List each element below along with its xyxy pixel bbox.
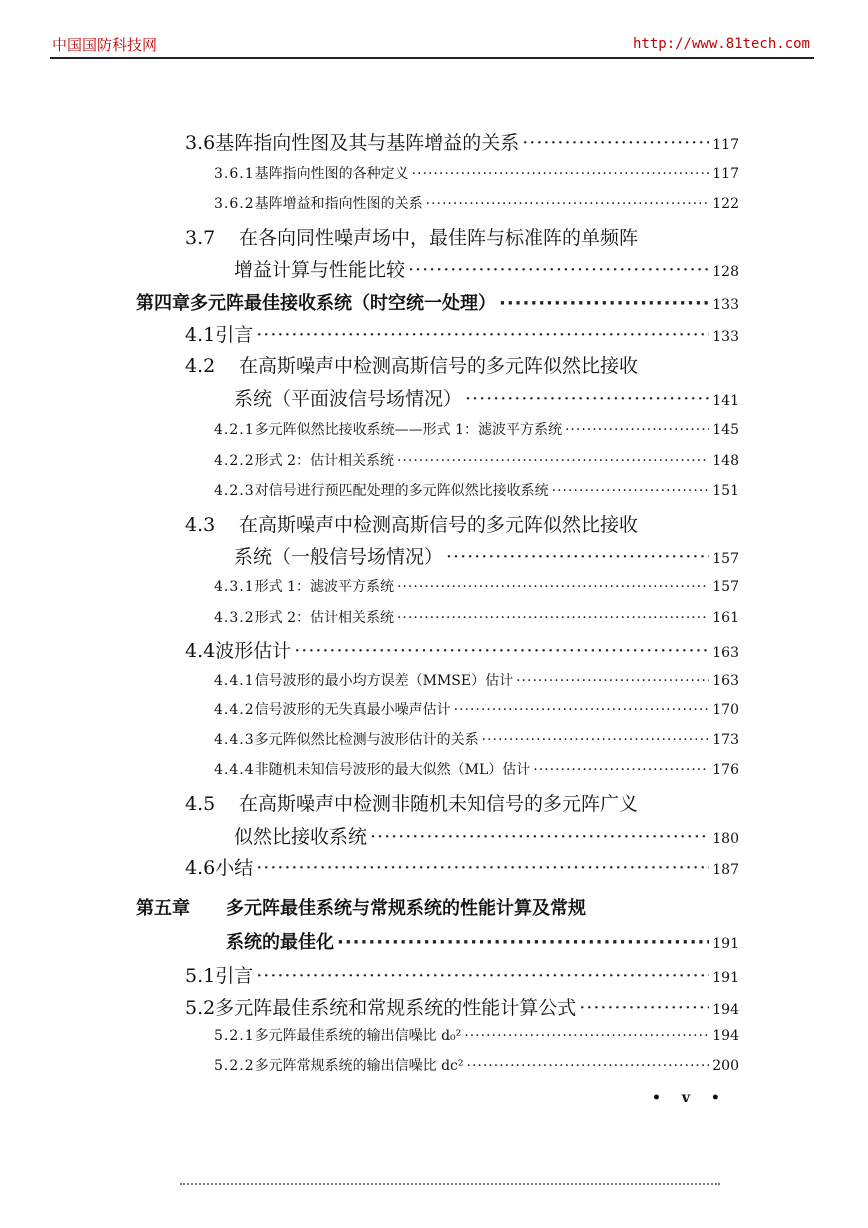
toc-entry-number: 4.4: [185, 640, 216, 662]
dot-leader: [397, 453, 709, 469]
toc-entry-title: 波形估计: [215, 640, 292, 662]
toc-chapter-title: 系统的最佳化: [226, 932, 334, 953]
toc-entry-number: 4.2.1: [214, 422, 255, 438]
toc-entry-page: 151: [712, 483, 739, 499]
toc-chapter-number: 第四章: [136, 293, 190, 314]
toc-entry[interactable]: [214, 670, 739, 690]
toc-entry[interactable]: [214, 729, 739, 749]
toc-entry-page: 133: [712, 297, 739, 313]
toc-entry-page: 141: [712, 393, 739, 409]
toc-entry-page: 194: [712, 1028, 739, 1044]
toc-chapter-continuation[interactable]: [226, 928, 739, 954]
toc-entry-title: 似然比接收系统: [234, 826, 368, 848]
toc-entry-page: 176: [712, 762, 739, 778]
dot-leader: [294, 640, 709, 662]
toc-entry-page: 157: [712, 551, 739, 567]
toc-entry-title: 信号波形的最小均方误差（MMSE）估计: [254, 673, 514, 689]
toc-entry-continuation[interactable]: [234, 384, 739, 411]
toc-entry-title: 在高斯噪声中检测高斯信号的多元阵似然比接收: [239, 514, 639, 536]
toc-chapter-title: 多元阵最佳系统与常规系统的性能计算及常规: [226, 898, 586, 919]
toc-entry[interactable]: [185, 351, 739, 378]
toc-entry-number: 5.1: [185, 965, 216, 987]
toc-entry-number: 3.7: [185, 227, 216, 249]
toc-chapter-entry[interactable]: [136, 289, 739, 315]
toc-entry-page: 200: [712, 1058, 739, 1074]
toc-entry-title: 基阵增益和指向性图的关系: [254, 196, 423, 212]
toc-entry[interactable]: [214, 1025, 739, 1045]
toc-entry[interactable]: [214, 607, 739, 627]
toc-entry-page: 148: [712, 453, 739, 469]
toc-entry-page: 133: [712, 329, 739, 345]
dot-leader: [408, 259, 709, 281]
dot-leader: [465, 388, 709, 410]
toc-entry-number: 3.6: [185, 132, 216, 154]
toc-entry-title: 系统（一般信号场情况）: [234, 546, 444, 568]
dot-leader: [533, 762, 709, 778]
toc-entry-title: 小结: [215, 857, 254, 879]
toc-entry[interactable]: [214, 419, 739, 439]
dot-leader: [482, 732, 710, 748]
toc-entry-number: 3.6.2: [214, 196, 255, 212]
toc-entry-title: 在高斯噪声中检测高斯信号的多元阵似然比接收: [239, 355, 639, 377]
toc-entry-title: 多元阵似然比接收系统——形式 1：滤波平方系统: [254, 422, 562, 438]
dot-leader: [579, 997, 709, 1019]
toc-chapter-title: 多元阵最佳接收系统（时空统一处理）: [190, 293, 496, 314]
toc-entry-title: 引言: [215, 324, 254, 346]
toc-entry[interactable]: [185, 223, 739, 250]
toc-entry-continuation[interactable]: [234, 542, 739, 569]
toc-entry-continuation[interactable]: [234, 255, 739, 282]
dot-leader: [426, 196, 710, 212]
toc-entry-page: 180: [712, 831, 739, 847]
dot-leader: [256, 857, 709, 879]
toc-entry-page: 122: [712, 196, 739, 212]
dot-leader: [397, 610, 709, 626]
toc-entry[interactable]: [214, 450, 739, 470]
dot-leader: [397, 579, 709, 595]
toc-entry-title: 引言: [215, 965, 254, 987]
toc-entry[interactable]: [185, 961, 739, 988]
toc-entry[interactable]: [185, 789, 739, 816]
toc-entry-number: 4.3.1: [214, 579, 255, 595]
site-url-link[interactable]: http://www.81tech.com: [632, 36, 810, 52]
toc-entry-page: 187: [712, 862, 739, 878]
dot-leader: [467, 1058, 710, 1074]
toc-entry-page: 117: [712, 137, 739, 153]
toc-entry-number: 4.1: [185, 324, 216, 346]
toc-entry-title: 多元阵常规系统的输出信噪比 dc²: [254, 1058, 464, 1074]
dot-leader: [256, 324, 709, 346]
toc-entry-number: 4.4.1: [214, 673, 255, 689]
toc-entry-number: 4.4.4: [214, 762, 255, 778]
toc-entry-title: 多元阵最佳系统的输出信噪比 d₀²: [254, 1028, 462, 1044]
dot-leader: [370, 826, 709, 848]
toc-entry-page: 117: [712, 166, 739, 182]
toc-entry-page: 128: [712, 264, 739, 280]
toc-entry-title: 形式 2：估计相关系统: [254, 610, 394, 626]
dot-leader: [446, 546, 709, 568]
toc-entry-number: 4.4.2: [214, 702, 255, 718]
toc-entry-number: 5.2.1: [214, 1028, 255, 1044]
toc-entry-continuation[interactable]: [234, 822, 739, 849]
toc-entry[interactable]: [214, 193, 739, 213]
toc-entry[interactable]: [185, 510, 739, 537]
toc-entry-number: 4.2.3: [214, 483, 255, 499]
toc-entry-title: 信号波形的无失真最小噪声估计: [254, 702, 451, 718]
toc-entry[interactable]: [185, 853, 739, 880]
toc-entry-number: 4.3: [185, 514, 216, 536]
dot-leader: [522, 132, 709, 154]
toc-chapter-entry[interactable]: [136, 894, 739, 920]
toc-entry[interactable]: [185, 993, 739, 1020]
dot-leader: [454, 702, 710, 718]
toc-entry-number: 4.5: [185, 793, 216, 815]
toc-entry[interactable]: [214, 163, 739, 183]
toc-entry[interactable]: [185, 636, 739, 663]
toc-entry-number: 4.4.3: [214, 732, 255, 748]
site-name: 中国国防科技网: [52, 36, 158, 54]
toc-entry-page: 173: [712, 732, 739, 748]
toc-entry-page: 163: [712, 645, 739, 661]
dot-leader: [256, 965, 709, 987]
toc-entry-number: 4.6: [185, 857, 216, 879]
toc-entry-title: 非随机未知信号波形的最大似然（ML）估计: [254, 762, 531, 778]
dot-leader: [337, 932, 709, 953]
toc-entry-page: 170: [712, 702, 739, 718]
toc-entry[interactable]: [214, 1055, 739, 1075]
dot-leader: [499, 293, 709, 314]
toc-entry-page: 163: [712, 673, 739, 689]
toc-entry-title: 基阵指向性图的各种定义: [254, 166, 409, 182]
toc-entry-number: 4.2.2: [214, 453, 255, 469]
page-number-mark: • v •: [652, 1090, 728, 1106]
toc-chapter-number: 第五章: [136, 898, 190, 919]
toc-entry-number: 5.2.2: [214, 1058, 255, 1074]
toc-entry-title: 增益计算与性能比较: [234, 259, 406, 281]
scan-artifact-line: [180, 1183, 720, 1187]
toc-entry-title: 多元阵似然比检测与波形估计的关系: [254, 732, 479, 748]
toc-entry-title: 形式 2：估计相关系统: [254, 453, 394, 469]
toc-entry-title: 形式 1：滤波平方系统: [254, 579, 394, 595]
toc-entry-number: 4.2: [185, 355, 216, 377]
toc-entry-title: 系统（平面波信号场情况）: [234, 388, 463, 410]
toc-entry-number: 3.6.1: [214, 166, 255, 182]
toc-entry-page: 145: [712, 422, 739, 438]
dot-leader: [464, 1028, 709, 1044]
toc-entry-page: 191: [712, 936, 739, 952]
toc-entry-number: 4.3.2: [214, 610, 255, 626]
toc-entry[interactable]: [214, 759, 739, 779]
toc-entry-title: 多元阵最佳系统和常规系统的性能计算公式: [215, 997, 577, 1019]
toc-entry-title: 在各向同性噪声场中，最佳阵与标准阵的单频阵: [239, 227, 639, 249]
dot-leader: [565, 422, 709, 438]
toc-entry[interactable]: [214, 480, 739, 500]
toc-entry-number: 5.2: [185, 997, 216, 1019]
dot-leader: [412, 166, 710, 182]
toc-entry-title: 基阵指向性图及其与基阵增益的关系: [215, 132, 520, 154]
toc-entry-title: 对信号进行预匹配处理的多元阵似然比接收系统: [254, 483, 549, 499]
toc-entry-page: 194: [712, 1002, 739, 1018]
toc-entry[interactable]: [214, 699, 739, 719]
toc-entry-title: 在高斯噪声中检测非随机未知信号的多元阵广义: [239, 793, 639, 815]
toc-entry[interactable]: [214, 576, 739, 596]
dot-leader: [552, 483, 710, 499]
toc-entry-page: 191: [712, 970, 739, 986]
dot-leader: [516, 673, 709, 689]
toc-entry-page: 157: [712, 579, 739, 595]
toc-entry-page: 161: [712, 610, 739, 626]
toc-entry[interactable]: [185, 128, 739, 155]
toc-entry[interactable]: [185, 320, 739, 347]
